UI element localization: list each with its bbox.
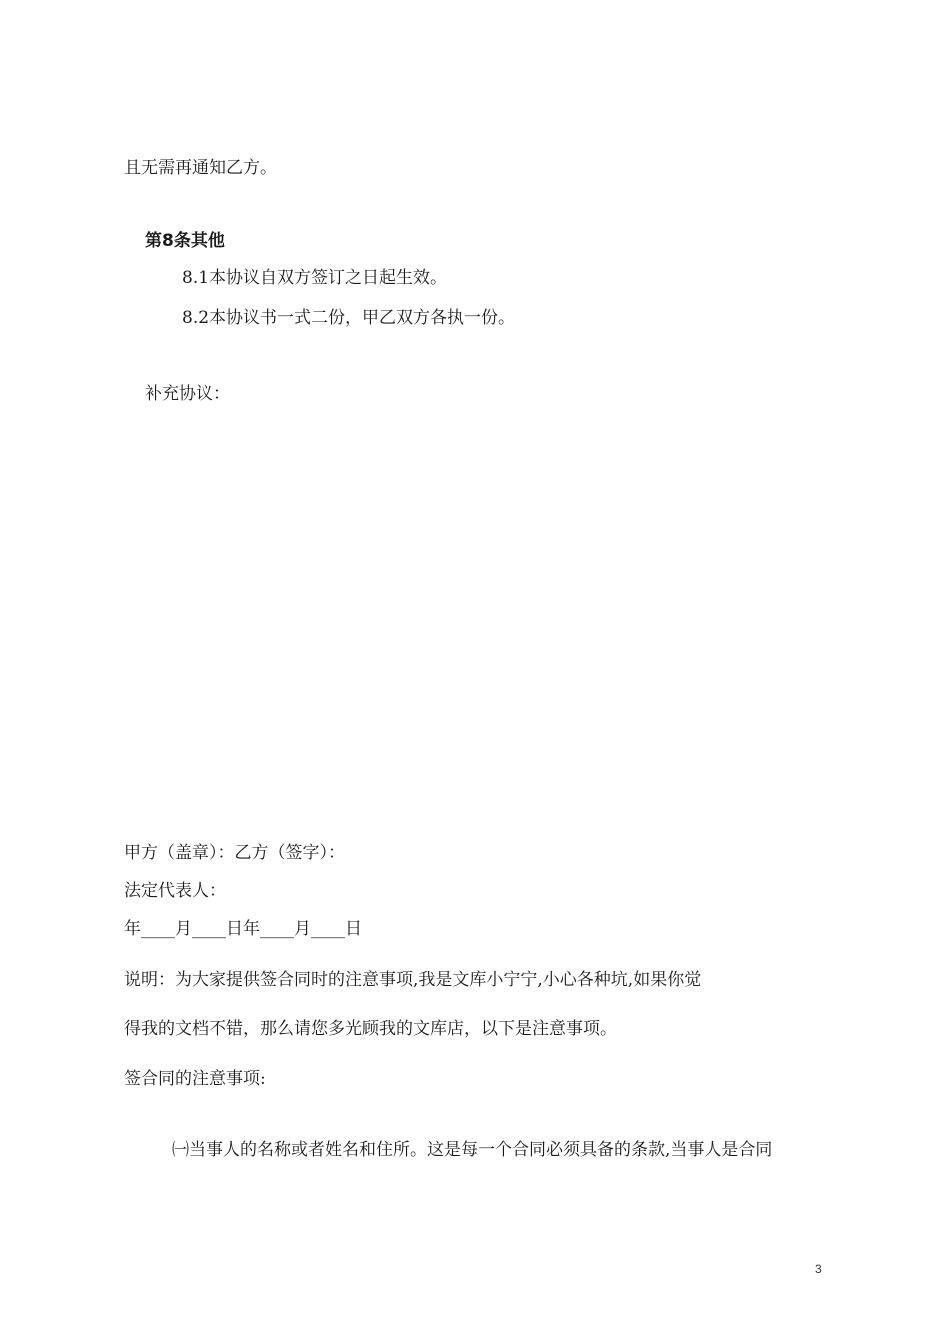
- continuation-text: 且无需再通知乙方。: [124, 158, 277, 178]
- page-number: 3: [815, 1262, 822, 1276]
- notes-heading: 签合同的注意事项:: [124, 1069, 266, 1089]
- signature-parties: 甲方（盖章）：乙方（签字）：: [124, 843, 345, 863]
- signature-dates: 年____月____日年____月____日: [124, 919, 362, 939]
- legal-representative: 法定代表人：: [124, 881, 226, 901]
- clause-8-2: 8.2本协议书一式二份，甲乙双方各执一份。: [182, 308, 516, 328]
- supplement-label: 补充协议：: [145, 384, 230, 404]
- note-line-2: 得我的文档不错，那么请您多光顾我的文库店，以下是注意事项。: [124, 1019, 617, 1039]
- article-8-heading: 第8条其他: [145, 231, 225, 251]
- note-line-1: 说明：为大家提供签合同时的注意事项,我是文库小宁宁,小心各种坑,如果你觉: [124, 970, 702, 990]
- clause-8-1: 8.1本协议自双方签订之日起生效。: [182, 268, 448, 288]
- notes-item-1: ㈠当事人的名称或者姓名和住所。这是每一个合同必须具备的条款,当事人是合同: [172, 1140, 773, 1160]
